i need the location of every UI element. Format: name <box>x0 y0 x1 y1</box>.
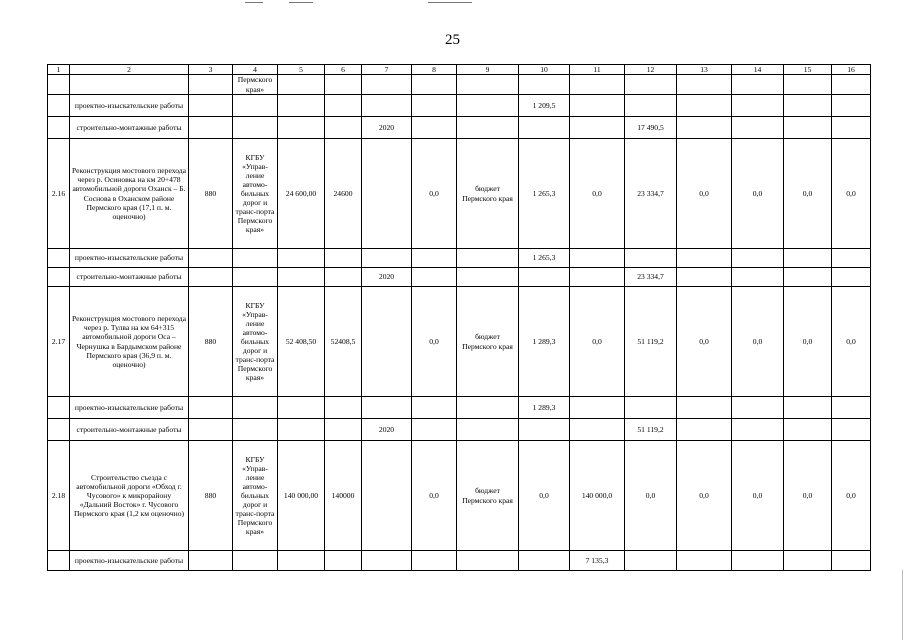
cell-empty <box>412 75 457 95</box>
cell-col12: 17 490,5 <box>625 117 677 139</box>
cell-col11 <box>570 117 625 139</box>
stage-label: проектно-изыскательские работы <box>70 249 189 268</box>
cell-empty <box>732 249 784 268</box>
cell-empty <box>570 75 625 95</box>
object-name: Строительство съезда с автомобильной дороги «Обход г. Чусового» к микрорайону «Дальний Восток» г. Чусового Пермского края (1,2 км оценочно) <box>70 441 189 551</box>
cell-code: 880 <box>189 139 233 249</box>
stage-row <box>48 95 871 117</box>
cell-empty <box>278 117 325 139</box>
cell-empty <box>412 268 457 287</box>
cell-empty <box>233 419 278 441</box>
cell-empty <box>412 419 457 441</box>
cell-col4: Пермского края» <box>233 75 278 95</box>
cell-empty <box>677 551 732 571</box>
header-cell-8: 8 <box>412 65 457 75</box>
cell-empty <box>325 397 362 419</box>
cell-empty <box>48 75 70 95</box>
cell-empty <box>732 419 784 441</box>
cell-col14: 0,0 <box>732 287 784 397</box>
cell-col16: 0,0 <box>832 441 871 551</box>
cell-col12 <box>625 551 677 571</box>
cell-empty <box>189 551 233 571</box>
cell-col12: 51 119,2 <box>625 419 677 441</box>
cell-col13: 0,0 <box>677 441 732 551</box>
cell-year: 2020 <box>362 117 412 139</box>
cell-code: 880 <box>189 441 233 551</box>
cell-col12: 0,0 <box>625 441 677 551</box>
header-cell-10: 10 <box>519 65 570 75</box>
cell-empty <box>233 397 278 419</box>
cell-empty <box>457 419 519 441</box>
cell-year <box>362 249 412 268</box>
cell-col11: 140 000,0 <box>570 441 625 551</box>
stage-row <box>48 117 871 139</box>
cell-empty <box>519 75 570 95</box>
cell-code: 880 <box>189 287 233 397</box>
cell-empty <box>278 419 325 441</box>
cell-empty <box>677 117 732 139</box>
cell-empty <box>362 75 412 95</box>
cell-empty <box>677 419 732 441</box>
cell-col8: 0,0 <box>412 139 457 249</box>
cell-year <box>362 139 412 249</box>
scan-edge-line <box>902 570 903 640</box>
cell-col13: 0,0 <box>677 139 732 249</box>
stage-label: проектно-изыскательские работы <box>70 397 189 419</box>
cell-col6: 140000 <box>325 441 362 551</box>
header-cell-11: 11 <box>570 65 625 75</box>
cell-empty <box>48 397 70 419</box>
cell-estimate: 52 408,50 <box>278 287 325 397</box>
cell-source: бюджет Пермского края <box>457 287 519 397</box>
cell-col11 <box>570 95 625 117</box>
cell-year <box>362 287 412 397</box>
cell-empty <box>412 249 457 268</box>
cell-empty <box>457 397 519 419</box>
cell-empty <box>189 249 233 268</box>
object-number: 2.18 <box>48 441 70 551</box>
cell-empty <box>233 268 278 287</box>
header-cell-3: 3 <box>189 65 233 75</box>
cell-col11: 7 135,3 <box>570 551 625 571</box>
cell-empty <box>412 397 457 419</box>
cell-col11: 0,0 <box>570 287 625 397</box>
cell-col8: 0,0 <box>412 287 457 397</box>
cell-year <box>362 397 412 419</box>
cell-empty <box>832 419 871 441</box>
cell-col10 <box>519 551 570 571</box>
cell-col14: 0,0 <box>732 441 784 551</box>
cell-col10: 0,0 <box>519 441 570 551</box>
stage-row <box>48 419 871 441</box>
cell-empty <box>325 268 362 287</box>
cell-empty <box>784 419 832 441</box>
object-name: Реконструкция мостового перехода через р. Тулва на км 64+315 автомобильной дороги Оса – Чернушка в Бардымском районе Пермского края (36,9 п. м. оценочно) <box>70 287 189 397</box>
cell-empty <box>278 75 325 95</box>
page-number: 25 <box>445 32 460 48</box>
cell-col12 <box>625 95 677 117</box>
header-cell-6: 6 <box>325 65 362 75</box>
cell-year: 2020 <box>362 419 412 441</box>
cell-empty <box>189 419 233 441</box>
cell-empty <box>457 117 519 139</box>
cell-col13: 0,0 <box>677 287 732 397</box>
cell-col11: 0,0 <box>570 139 625 249</box>
header-cell-9: 9 <box>457 65 519 75</box>
cell-col11 <box>570 397 625 419</box>
cell-col12 <box>625 249 677 268</box>
header-cell-4: 4 <box>233 65 278 75</box>
cell-year <box>362 441 412 551</box>
cell-customer: КГБУ «Управ-ление автомо-бильных дорог и транс-порта Пермского края» <box>233 441 278 551</box>
stage-row <box>48 249 871 268</box>
cell-empty <box>732 117 784 139</box>
cell-col11 <box>570 268 625 287</box>
cell-col15: 0,0 <box>784 287 832 397</box>
cell-empty <box>412 95 457 117</box>
scan-top-marks <box>0 0 905 6</box>
cell-empty <box>189 95 233 117</box>
cell-col15: 0,0 <box>784 441 832 551</box>
budget-table <box>47 64 871 571</box>
cell-empty <box>732 397 784 419</box>
cell-col11 <box>570 249 625 268</box>
cell-empty <box>457 551 519 571</box>
cell-empty <box>325 249 362 268</box>
object-row <box>48 441 871 551</box>
cell-empty <box>677 268 732 287</box>
cell-col12: 23 334,7 <box>625 268 677 287</box>
header-row <box>48 65 871 75</box>
stage-label: проектно-изыскательские работы <box>70 95 189 117</box>
cell-empty <box>832 551 871 571</box>
cell-col16: 0,0 <box>832 139 871 249</box>
header-cell-2: 2 <box>70 65 189 75</box>
cell-empty <box>233 95 278 117</box>
cell-year <box>362 95 412 117</box>
cell-empty <box>189 117 233 139</box>
stage-label: строительно-монтажные работы <box>70 419 189 441</box>
cell-empty <box>325 551 362 571</box>
cell-empty <box>278 249 325 268</box>
object-row <box>48 287 871 397</box>
cell-col10: 1 209,5 <box>519 95 570 117</box>
cell-empty <box>677 249 732 268</box>
stage-row <box>48 397 871 419</box>
cell-empty <box>48 117 70 139</box>
cell-empty <box>412 117 457 139</box>
cell-estimate: 140 000,00 <box>278 441 325 551</box>
header-cell-16: 16 <box>832 65 871 75</box>
cell-empty <box>784 95 832 117</box>
header-cell-12: 12 <box>625 65 677 75</box>
stage-row <box>48 551 871 571</box>
object-number: 2.17 <box>48 287 70 397</box>
cell-empty <box>233 551 278 571</box>
cell-col12: 23 334,7 <box>625 139 677 249</box>
cell-empty <box>189 397 233 419</box>
cell-customer: КГБУ «Управ-ление автомо-бильных дорог и транс-порта Пермского края» <box>233 139 278 249</box>
cell-empty <box>278 551 325 571</box>
object-name: Реконструкция мостового перехода через р. Осиновка на км 20+478 автомобильной дороги Оханск – Б. Соснова в Оханском районе Пермского края (17,1 п. м. оценочно) <box>70 139 189 249</box>
cell-empty <box>457 95 519 117</box>
cell-col12: 51 119,2 <box>625 287 677 397</box>
cell-empty <box>832 268 871 287</box>
header-cell-13: 13 <box>677 65 732 75</box>
cell-col8: 0,0 <box>412 441 457 551</box>
cell-empty <box>625 75 677 95</box>
cell-empty <box>832 95 871 117</box>
cell-empty <box>48 419 70 441</box>
cell-empty <box>48 551 70 571</box>
cell-empty <box>278 268 325 287</box>
cell-empty <box>677 95 732 117</box>
cell-empty <box>48 95 70 117</box>
object-row <box>48 139 871 249</box>
cell-empty <box>832 397 871 419</box>
cell-empty <box>832 249 871 268</box>
cell-col10 <box>519 117 570 139</box>
table-body <box>48 65 871 571</box>
stage-label: проектно-изыскательские работы <box>70 551 189 571</box>
cell-empty <box>325 75 362 95</box>
cell-empty <box>784 75 832 95</box>
cell-empty <box>48 268 70 287</box>
cell-empty <box>784 268 832 287</box>
cell-empty <box>677 75 732 95</box>
cell-empty <box>325 117 362 139</box>
cell-empty <box>325 419 362 441</box>
cell-source: бюджет Пермского края <box>457 441 519 551</box>
cell-col15: 0,0 <box>784 139 832 249</box>
continuation-row <box>48 75 871 95</box>
cell-empty <box>457 249 519 268</box>
stage-label: строительно-монтажные работы <box>70 268 189 287</box>
cell-empty <box>412 551 457 571</box>
cell-empty <box>233 249 278 268</box>
cell-col10 <box>519 268 570 287</box>
header-cell-15: 15 <box>784 65 832 75</box>
cell-col11 <box>570 419 625 441</box>
cell-source: бюджет Пермского края <box>457 139 519 249</box>
cell-empty <box>70 75 189 95</box>
cell-empty <box>189 268 233 287</box>
cell-year: 2020 <box>362 268 412 287</box>
cell-year <box>362 551 412 571</box>
stage-label: строительно-монтажные работы <box>70 117 189 139</box>
cell-empty <box>832 117 871 139</box>
cell-empty <box>189 75 233 95</box>
cell-col10: 1 289,3 <box>519 287 570 397</box>
cell-empty <box>457 75 519 95</box>
cell-empty <box>278 397 325 419</box>
cell-empty <box>325 95 362 117</box>
cell-empty <box>832 75 871 95</box>
cell-empty <box>732 95 784 117</box>
cell-col10: 1 265,3 <box>519 139 570 249</box>
cell-empty <box>732 268 784 287</box>
header-cell-5: 5 <box>278 65 325 75</box>
cell-customer: КГБУ «Управ-ление автомо-бильных дорог и транс-порта Пермского края» <box>233 287 278 397</box>
cell-col14: 0,0 <box>732 139 784 249</box>
cell-col10: 1 289,3 <box>519 397 570 419</box>
cell-empty <box>784 551 832 571</box>
cell-empty <box>48 249 70 268</box>
cell-empty <box>784 249 832 268</box>
cell-col6: 52408,5 <box>325 287 362 397</box>
cell-col6: 24600 <box>325 139 362 249</box>
cell-empty <box>278 95 325 117</box>
cell-empty <box>732 75 784 95</box>
header-cell-14: 14 <box>732 65 784 75</box>
cell-empty <box>233 117 278 139</box>
cell-col12 <box>625 397 677 419</box>
cell-empty <box>732 551 784 571</box>
cell-empty <box>784 117 832 139</box>
cell-estimate: 24 600,00 <box>278 139 325 249</box>
cell-col10 <box>519 419 570 441</box>
cell-col16: 0,0 <box>832 287 871 397</box>
cell-col10: 1 265,3 <box>519 249 570 268</box>
cell-empty <box>784 397 832 419</box>
object-number: 2.16 <box>48 139 70 249</box>
cell-empty <box>457 268 519 287</box>
header-cell-7: 7 <box>362 65 412 75</box>
cell-empty <box>677 397 732 419</box>
stage-row <box>48 268 871 287</box>
header-cell-1: 1 <box>48 65 70 75</box>
